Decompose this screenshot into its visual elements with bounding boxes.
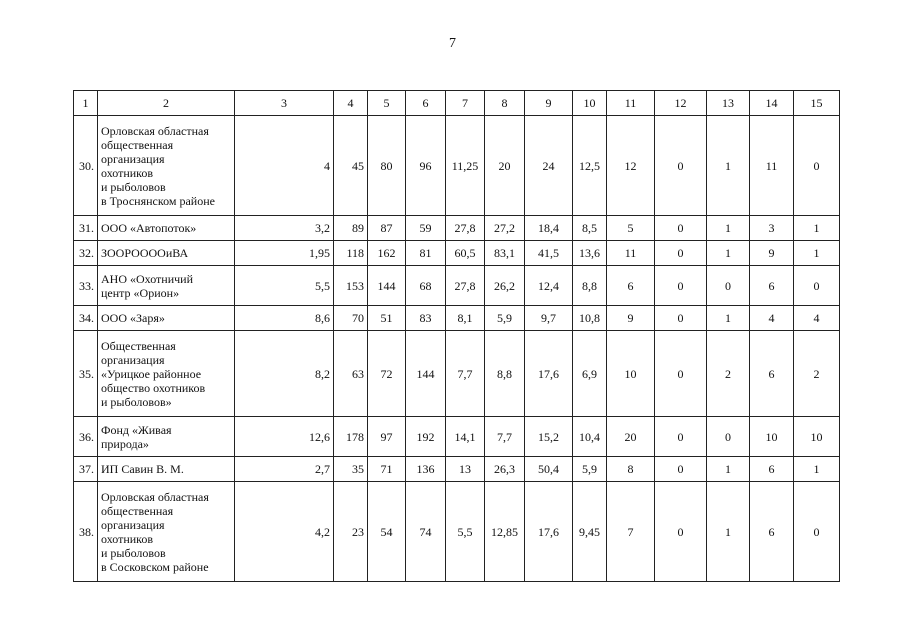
- value-cell: 12,6: [235, 417, 334, 457]
- value-cell: 59: [406, 216, 446, 241]
- value-cell: 0: [655, 216, 707, 241]
- value-cell: 23: [334, 482, 368, 582]
- value-cell: 12,5: [573, 116, 607, 216]
- page-number: 7: [449, 36, 456, 51]
- table-row: [74, 116, 840, 216]
- value-cell: 6: [750, 457, 794, 482]
- value-cell: 4: [235, 116, 334, 216]
- value-cell: 4: [750, 306, 794, 331]
- value-cell: 50,4: [525, 457, 573, 482]
- value-cell: 70: [334, 306, 368, 331]
- value-cell: 71: [368, 457, 406, 482]
- value-cell: 5,5: [235, 266, 334, 306]
- value-cell: 9,7: [525, 306, 573, 331]
- value-cell: 1: [707, 457, 750, 482]
- value-cell: 3: [750, 216, 794, 241]
- organization-name: Орловская областная общественная организация охотников и рыболовов в Троснянском районе: [98, 116, 235, 216]
- value-cell: 10: [794, 417, 840, 457]
- value-cell: 192: [406, 417, 446, 457]
- row-number: 38.: [74, 482, 98, 582]
- organization-name: ООО «Автопоток»: [98, 216, 235, 241]
- column-header: 4: [334, 91, 368, 116]
- value-cell: 20: [485, 116, 525, 216]
- organization-name: Орловская областная общественная организация охотников и рыболовов в Сосковском районе: [98, 482, 235, 582]
- organization-name: Общественная организация «Урицкое районное общество охотников и рыболовов»: [98, 331, 235, 417]
- value-cell: 83,1: [485, 241, 525, 266]
- row-number: 35.: [74, 331, 98, 417]
- value-cell: 162: [368, 241, 406, 266]
- value-cell: 11: [750, 116, 794, 216]
- column-header: 1: [74, 91, 98, 116]
- value-cell: 1: [707, 216, 750, 241]
- table-row: [74, 457, 840, 482]
- organization-name: ИП Савин В. М.: [98, 457, 235, 482]
- value-cell: 24: [525, 116, 573, 216]
- value-cell: 2,7: [235, 457, 334, 482]
- organization-name: Фонд «Живая природа»: [98, 417, 235, 457]
- value-cell: 89: [334, 216, 368, 241]
- table-row: [74, 216, 840, 241]
- organization-name: АНО «Охотничий центр «Орион»: [98, 266, 235, 306]
- value-cell: 7,7: [485, 417, 525, 457]
- value-cell: 144: [368, 266, 406, 306]
- value-cell: 97: [368, 417, 406, 457]
- value-cell: 5,5: [446, 482, 485, 582]
- column-header: 9: [525, 91, 573, 116]
- value-cell: 17,6: [525, 482, 573, 582]
- row-number: 33.: [74, 266, 98, 306]
- value-cell: 17,6: [525, 331, 573, 417]
- value-cell: 87: [368, 216, 406, 241]
- value-cell: 2: [707, 331, 750, 417]
- value-cell: 11,25: [446, 116, 485, 216]
- header-row: [74, 91, 840, 116]
- value-cell: 1: [794, 241, 840, 266]
- value-cell: 13: [446, 457, 485, 482]
- value-cell: 2: [794, 331, 840, 417]
- row-number: 34.: [74, 306, 98, 331]
- value-cell: 6: [750, 331, 794, 417]
- value-cell: 0: [655, 457, 707, 482]
- table-row: [74, 241, 840, 266]
- table-row: [74, 417, 840, 457]
- value-cell: 18,4: [525, 216, 573, 241]
- value-cell: 153: [334, 266, 368, 306]
- value-cell: 8,8: [485, 331, 525, 417]
- value-cell: 0: [794, 482, 840, 582]
- column-header: 8: [485, 91, 525, 116]
- value-cell: 54: [368, 482, 406, 582]
- value-cell: 96: [406, 116, 446, 216]
- value-cell: 74: [406, 482, 446, 582]
- value-cell: 6: [750, 266, 794, 306]
- value-cell: 14,1: [446, 417, 485, 457]
- value-cell: 13,6: [573, 241, 607, 266]
- row-number: 31.: [74, 216, 98, 241]
- value-cell: 0: [655, 331, 707, 417]
- value-cell: 8,2: [235, 331, 334, 417]
- table-row: [74, 266, 840, 306]
- row-number: 30.: [74, 116, 98, 216]
- value-cell: 12,4: [525, 266, 573, 306]
- value-cell: 3,2: [235, 216, 334, 241]
- organization-name: ООО «Заря»: [98, 306, 235, 331]
- table-row: [74, 306, 840, 331]
- value-cell: 9: [750, 241, 794, 266]
- value-cell: 0: [655, 241, 707, 266]
- table-body: [74, 91, 840, 582]
- value-cell: 0: [707, 417, 750, 457]
- value-cell: 0: [707, 266, 750, 306]
- value-cell: 41,5: [525, 241, 573, 266]
- organization-name: ЗООРОООOиВА: [98, 241, 235, 266]
- value-cell: 72: [368, 331, 406, 417]
- value-cell: 15,2: [525, 417, 573, 457]
- value-cell: 81: [406, 241, 446, 266]
- value-cell: 1: [707, 306, 750, 331]
- value-cell: 80: [368, 116, 406, 216]
- value-cell: 26,3: [485, 457, 525, 482]
- value-cell: 20: [607, 417, 655, 457]
- value-cell: 12,85: [485, 482, 525, 582]
- value-cell: 10: [750, 417, 794, 457]
- value-cell: 0: [655, 417, 707, 457]
- value-cell: 27,2: [485, 216, 525, 241]
- table-row: [74, 331, 840, 417]
- column-header: 11: [607, 91, 655, 116]
- column-header: 13: [707, 91, 750, 116]
- value-cell: 12: [607, 116, 655, 216]
- value-cell: 0: [794, 116, 840, 216]
- value-cell: 8,8: [573, 266, 607, 306]
- value-cell: 60,5: [446, 241, 485, 266]
- value-cell: 1,95: [235, 241, 334, 266]
- value-cell: 11: [607, 241, 655, 266]
- column-header: 7: [446, 91, 485, 116]
- column-header: 10: [573, 91, 607, 116]
- value-cell: 1: [707, 241, 750, 266]
- value-cell: 8,1: [446, 306, 485, 331]
- value-cell: 7,7: [446, 331, 485, 417]
- value-cell: 10,8: [573, 306, 607, 331]
- value-cell: 1: [707, 482, 750, 582]
- value-cell: 26,2: [485, 266, 525, 306]
- value-cell: 136: [406, 457, 446, 482]
- value-cell: 8,6: [235, 306, 334, 331]
- value-cell: 9: [607, 306, 655, 331]
- value-cell: 1: [794, 216, 840, 241]
- value-cell: 27,8: [446, 216, 485, 241]
- value-cell: 144: [406, 331, 446, 417]
- column-header: 14: [750, 91, 794, 116]
- value-cell: 1: [707, 116, 750, 216]
- value-cell: 118: [334, 241, 368, 266]
- row-number: 36.: [74, 417, 98, 457]
- value-cell: 0: [655, 482, 707, 582]
- value-cell: 6: [607, 266, 655, 306]
- column-header: 12: [655, 91, 707, 116]
- value-cell: 68: [406, 266, 446, 306]
- value-cell: 4: [794, 306, 840, 331]
- data-table: [73, 90, 840, 582]
- column-header: 2: [98, 91, 235, 116]
- value-cell: 35: [334, 457, 368, 482]
- value-cell: 5,9: [485, 306, 525, 331]
- value-cell: 10: [607, 331, 655, 417]
- column-header: 6: [406, 91, 446, 116]
- table-row: [74, 482, 840, 582]
- value-cell: 0: [655, 116, 707, 216]
- value-cell: 10,4: [573, 417, 607, 457]
- value-cell: 0: [794, 266, 840, 306]
- value-cell: 9,45: [573, 482, 607, 582]
- column-header: 3: [235, 91, 334, 116]
- value-cell: 8,5: [573, 216, 607, 241]
- value-cell: 27,8: [446, 266, 485, 306]
- row-number: 37.: [74, 457, 98, 482]
- value-cell: 5,9: [573, 457, 607, 482]
- column-header: 15: [794, 91, 840, 116]
- value-cell: 7: [607, 482, 655, 582]
- value-cell: 51: [368, 306, 406, 331]
- value-cell: 178: [334, 417, 368, 457]
- value-cell: 6: [750, 482, 794, 582]
- value-cell: 8: [607, 457, 655, 482]
- value-cell: 45: [334, 116, 368, 216]
- value-cell: 1: [794, 457, 840, 482]
- value-cell: 83: [406, 306, 446, 331]
- value-cell: 6,9: [573, 331, 607, 417]
- value-cell: 4,2: [235, 482, 334, 582]
- value-cell: 5: [607, 216, 655, 241]
- value-cell: 63: [334, 331, 368, 417]
- value-cell: 0: [655, 266, 707, 306]
- row-number: 32.: [74, 241, 98, 266]
- value-cell: 0: [655, 306, 707, 331]
- column-header: 5: [368, 91, 406, 116]
